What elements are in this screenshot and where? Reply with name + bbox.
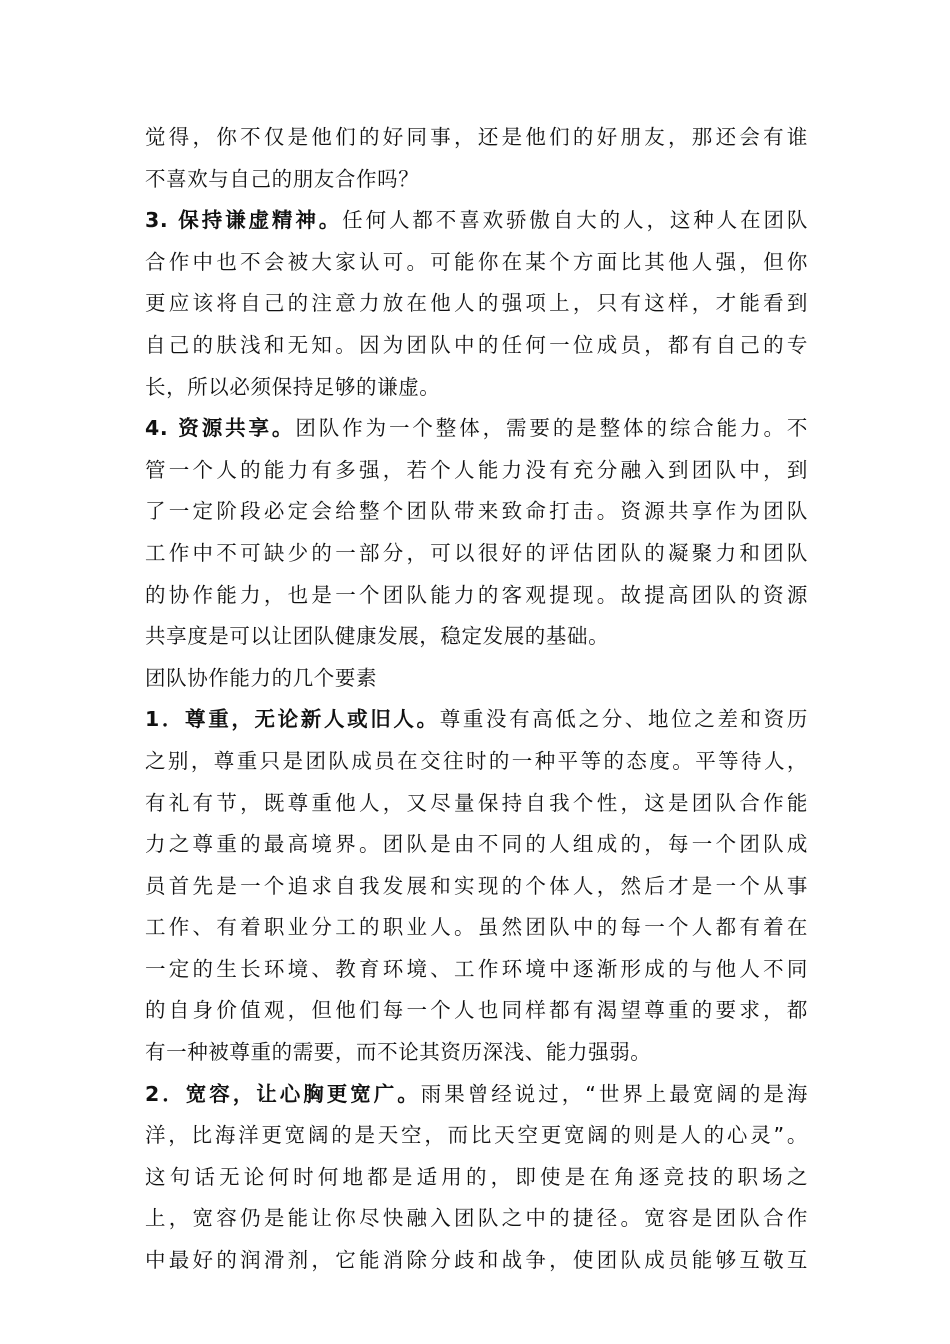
- text-line: [145, 866, 808, 908]
- text-line: [145, 1240, 808, 1282]
- line-text: 有礼有节，既尊重他人，又尽量保持自我个性，这是团队合作能: [145, 790, 808, 815]
- line-text: 了一定阶段必定会给整个团队带来致命打击。资源共享作为团队: [145, 499, 808, 524]
- line-text: 团队作为一个整体，需要的是整体的综合能力。不: [295, 416, 808, 441]
- line-text: 共享度是可以让团队健康发展，稳定发展的基础。: [145, 624, 610, 649]
- text-line: [145, 533, 808, 575]
- line-text: 任何人都不喜欢骄傲自大的人，这种人在团队: [342, 208, 808, 233]
- line-text: 长，所以必须保持足够的谦虚。: [145, 374, 441, 399]
- line-text: 管一个人的能力有多强，若个人能力没有充分融入到团队中，到: [145, 457, 808, 482]
- heading-label: 3. 保持谦虚精神。: [145, 208, 343, 233]
- text-line: [145, 783, 808, 825]
- text-line: [145, 159, 808, 201]
- line-text: 不喜欢与自己的朋友合作吗？: [145, 166, 420, 191]
- text-line: [145, 1198, 808, 1240]
- line-text: 工作、有着职业分工的职业人。虽然团队中的每一个人都有着在: [145, 915, 808, 940]
- text-line: [145, 491, 808, 533]
- heading-label: 2．宽容，让心胸更宽广。: [145, 1081, 421, 1106]
- line-text: 上，宽容仍是能让你尽快融入团队之中的捷径。宽容是团队合作: [145, 1206, 808, 1231]
- text-line: [145, 907, 808, 949]
- text-line: [145, 1157, 808, 1199]
- text-line: [145, 616, 808, 658]
- line-text: 力之尊重的最高境界。团队是由不同的人组成的，每一个团队成: [145, 832, 808, 857]
- heading-label: 1．尊重，无论新人或旧人。: [145, 707, 440, 732]
- text-line: [145, 283, 808, 325]
- text-line: [145, 990, 808, 1032]
- text-line: [145, 450, 808, 492]
- line-text: 的协作能力，也是一个团队能力的客观提现。故提高团队的资源: [145, 582, 808, 607]
- body-text: [145, 117, 808, 1282]
- text-line: [145, 824, 808, 866]
- text-line: [145, 741, 808, 783]
- text-line: [145, 949, 808, 991]
- heading-label: 4. 资源共享。: [145, 416, 296, 441]
- line-text: 有一种被尊重的需要，而不论其资历深浅、能力强弱。: [145, 1040, 652, 1065]
- line-text: 工作中不可缺少的一部分，可以很好的评估团队的凝聚力和团队: [145, 540, 808, 565]
- line-text: 这句话无论何时何地都是适用的，即使是在角逐竞技的职场之: [145, 1164, 808, 1189]
- text-line: [145, 699, 808, 741]
- line-text: 更应该将自己的注意力放在他人的强项上，只有这样，才能看到: [145, 291, 808, 316]
- text-line: [145, 408, 808, 450]
- line-text: 之别，尊重只是团队成员在交往时的一种平等的态度。平等待人，: [145, 748, 808, 773]
- line-text: 的自身价值观，但他们每一个人也同样都有渴望尊重的要求，都: [145, 998, 808, 1023]
- line-text: 中最好的润滑剂，它能消除分歧和战争，使团队成员能够互敬互: [145, 1248, 808, 1273]
- line-text: 觉得，你不仅是他们的好同事，还是他们的好朋友，那还会有谁: [145, 125, 808, 149]
- text-line: [145, 242, 808, 284]
- line-text: 洋，比海洋更宽阔的是天空，而比天空更宽阔的则是人的心灵”。: [145, 1123, 808, 1148]
- line-text: 团队协作能力的几个要素: [145, 665, 378, 690]
- line-text: 自己的肤浅和无知。因为团队中的任何一位成员，都有自己的专: [145, 332, 808, 357]
- text-line: [145, 1032, 808, 1074]
- text-line: [145, 200, 808, 242]
- text-line: [145, 1074, 808, 1116]
- text-line: [145, 658, 808, 700]
- text-line: [145, 325, 808, 367]
- text-line: [145, 575, 808, 617]
- line-text: 尊重没有高低之分、地位之差和资历: [439, 707, 808, 732]
- line-text: 员首先是一个追求自我发展和实现的个体人，然后才是一个从事: [145, 873, 808, 898]
- line-text: 一定的生长环境、教育环境、工作环境中逐渐形成的与他人不同: [145, 956, 808, 981]
- text-line: [145, 1115, 808, 1157]
- text-line: [145, 117, 808, 159]
- text-line: [145, 367, 808, 409]
- line-text: 雨果曾经说过，“世界上最宽阔的是海: [420, 1081, 808, 1106]
- line-text: 合作中也不会被大家认可。可能你在某个方面比其他人强，但你: [145, 249, 808, 274]
